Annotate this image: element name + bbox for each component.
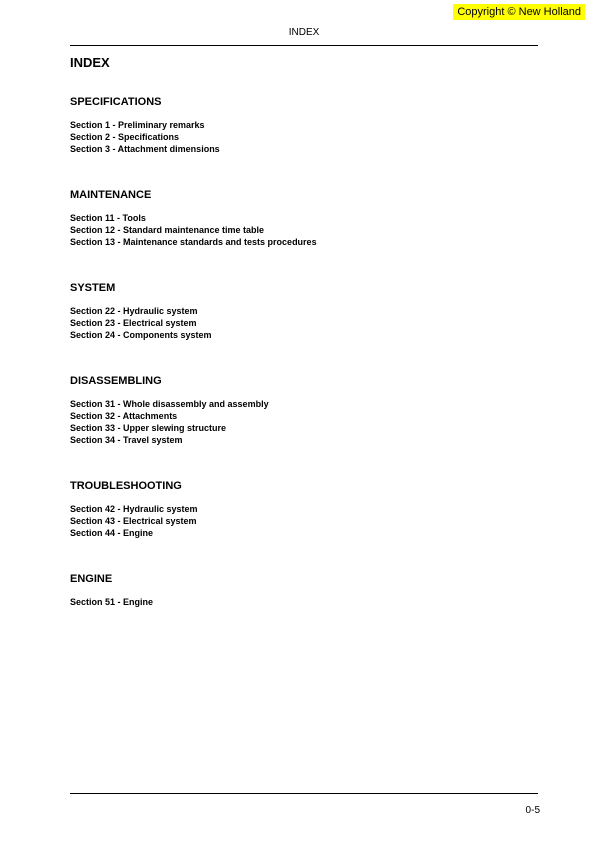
section-entry: Section 2 - Specifications	[70, 132, 180, 142]
section-disassembling	[70, 374, 538, 446]
running-header-title: INDEX	[288, 27, 320, 38]
index-sections	[70, 95, 538, 641]
section-list	[70, 305, 538, 341]
section-entry: Section 33 - Upper slewing structure	[70, 423, 227, 433]
section-heading: SPECIFICATIONS	[70, 96, 162, 108]
section-entry: Section 51 - Engine	[70, 597, 154, 607]
section-entry: Section 44 - Engine	[70, 528, 154, 538]
section-entry: Section 13 - Maintenance standards and tests procedures	[70, 237, 317, 247]
section-entry: Section 22 - Hydraulic system	[70, 306, 198, 316]
section-entry: Section 3 - Attachment dimensions	[70, 144, 220, 154]
section-entry: Section 12 - Standard maintenance time table	[70, 225, 265, 235]
section-entry: Section 34 - Travel system	[70, 435, 183, 445]
page-number: 0-5	[525, 805, 540, 816]
section-entry: Section 1 - Preliminary remarks	[70, 120, 205, 130]
section-list	[70, 398, 538, 446]
footer-rule	[70, 793, 538, 794]
section-specifications	[70, 95, 538, 155]
section-heading: TROUBLESHOOTING	[70, 480, 182, 492]
copyright-notice: Copyright © New Holland	[453, 4, 585, 20]
section-heading: MAINTENANCE	[70, 189, 152, 201]
header-rule	[70, 45, 538, 46]
section-entry: Section 24 - Components system	[70, 330, 212, 340]
section-entry: Section 42 - Hydraulic system	[70, 504, 198, 514]
section-entry: Section 11 - Tools	[70, 213, 146, 223]
section-heading: ENGINE	[70, 573, 113, 585]
section-engine	[70, 572, 538, 608]
section-maintenance	[70, 188, 538, 248]
section-entry: Section 31 - Whole disassembly and assembly	[70, 399, 269, 409]
section-list	[70, 212, 538, 248]
section-system	[70, 281, 538, 341]
section-list	[70, 503, 538, 539]
section-entry: Section 23 - Electrical system	[70, 318, 197, 328]
page-title: INDEX	[70, 55, 110, 70]
section-heading: SYSTEM	[70, 282, 116, 294]
section-list	[70, 119, 538, 155]
section-entry: Section 32 - Attachments	[70, 411, 178, 421]
section-heading: DISASSEMBLING	[70, 375, 162, 387]
section-list	[70, 596, 538, 608]
section-troubleshooting	[70, 479, 538, 539]
section-entry: Section 43 - Electrical system	[70, 516, 197, 526]
